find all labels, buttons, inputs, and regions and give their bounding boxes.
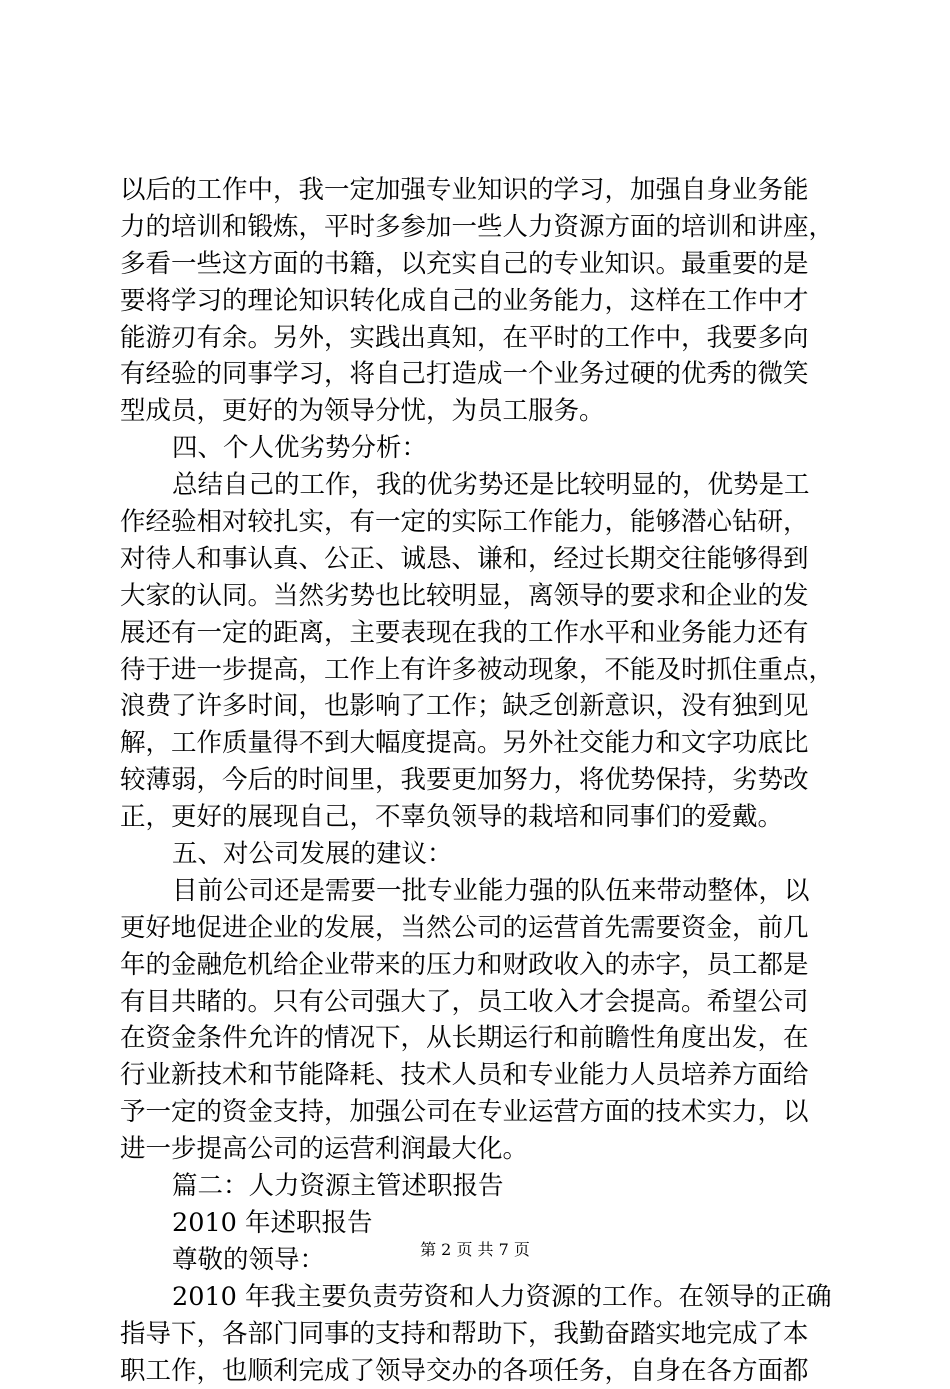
text-line: 五、对公司发展的建议： [120,836,845,873]
page-footer: 第 2 页 共 7 页 [0,1240,950,1260]
text-line: 目前公司还是需要一批专业能力强的队伍来带动整体，以 [120,873,845,910]
text-line: 篇二：人力资源主管述职报告 [120,1168,845,1205]
text-line: 尊敬的领导： [120,1242,845,1279]
text-line: 力的培训和锻炼，平时多参加一些人力资源方面的培训和讲座， [120,209,845,246]
text-line: 2010 年我主要负责劳资和人力资源的工作。在领导的正确 [120,1279,845,1316]
text-line: 有目共睹的。只有公司强大了，员工收入才会提高。希望公司 [120,984,845,1021]
text-line: 解，工作质量得不到大幅度提高。另外社交能力和文字功底比 [120,725,845,762]
text-line: 指导下，各部门同事的支持和帮助下，我勤奋踏实地完成了本 [120,1316,845,1353]
text-line: 较薄弱，今后的时间里，我要更加努力，将优势保持，劣势改 [120,762,845,799]
text-line: 2010 年述职报告 [120,1205,845,1242]
text-line: 年的金融危机给企业带来的压力和财政收入的赤字，员工都是 [120,947,845,984]
text-line: 更好地促进企业的发展，当然公司的运营首先需要资金，前几 [120,910,845,947]
text-line: 有经验的同事学习，将自己打造成一个业务过硬的优秀的微笑 [120,356,845,393]
text-line: 四、个人优劣势分析： [120,430,845,467]
text-line: 作经验相对较扎实，有一定的实际工作能力，能够潜心钻研， [120,504,845,541]
text-line: 大家的认同。当然劣势也比较明显，离领导的要求和企业的发 [120,578,845,615]
text-line: 予一定的资金支持，加强公司在专业运营方面的技术实力，以 [120,1094,845,1131]
text-line: 职工作，也顺利完成了领导交办的各项任务，自身在各方面都 [120,1353,845,1389]
text-line: 要将学习的理论知识转化成自己的业务能力，这样在工作中才 [120,283,845,320]
text-line: 行业新技术和节能降耗、技术人员和专业能力人员培养方面给 [120,1057,845,1094]
text-line: 对待人和事认真、公正、诚恳、谦和，经过长期交往能够得到 [120,541,845,578]
text-line: 正，更好的展现自己，不辜负领导的栽培和同事们的爱戴。 [120,799,845,836]
text-line: 型成员，更好的为领导分忧，为员工服务。 [120,393,845,430]
text-line: 多看一些这方面的书籍，以充实自己的专业知识。最重要的是 [120,246,845,283]
document-body [120,172,845,1389]
text-line: 展还有一定的距离，主要表现在我的工作水平和业务能力还有 [120,615,845,652]
text-line: 浪费了许多时间，也影响了工作；缺乏创新意识，没有独到见 [120,688,845,725]
text-line: 总结自己的工作，我的优劣势还是比较明显的，优势是工 [120,467,845,504]
text-line: 待于进一步提高，工作上有许多被动现象，不能及时抓住重点， [120,652,845,689]
text-line: 在资金条件允许的情况下，从长期运行和前瞻性角度出发，在 [120,1020,845,1057]
text-line: 能游刃有余。另外，实践出真知，在平时的工作中，我要多向 [120,320,845,357]
text-line: 进一步提高公司的运营利润最大化。 [120,1131,845,1168]
text-line: 以后的工作中，我一定加强专业知识的学习，加强自身业务能 [120,172,845,209]
